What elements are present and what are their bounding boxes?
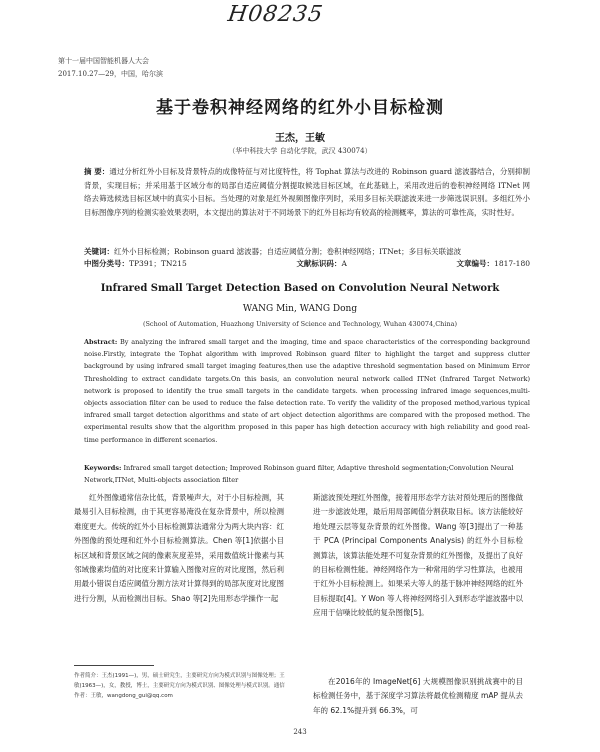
classification-row — [84, 258, 530, 270]
keywords-text-chinese: 红外小目标检测；Robinson guard 滤波器；自适应阈值分割；卷积神经网络；ITNet；多目标关联滤波 — [114, 247, 462, 256]
art-label: 文章编号： — [456, 259, 495, 268]
authors-chinese: 王杰，王敏 — [275, 133, 325, 144]
body-paragraph: 斯滤波预处理红外图像，接着用形态学方法对预处理后的图像做进一步滤波处理，最后用局部阈值分割获取目标。该方法能较好地处理云层等复杂背景的红外图像。Wang 等[3]提出了一种基于 PCA (Principal Components Analysis) 的红外小目标检测算法，该算法能处理不可复杂背景的红外图像，及提出了良好的目标检测性能。神经网络作为一种常用的学习性算法，也被用于红外小目标检测上。如果采大等人的基于脉冲神经网络的红外目标提取[4]。Y Won 等人将神经网络引入到形态学滤波器中以应用于信噪比较低的复杂图像[5]。 — [313, 493, 523, 618]
authors-english: WANG Min, WANG Dong — [242, 304, 358, 314]
paper-title-english: Infrared Small Target Detection Based on Convolution Neural Network — [100, 283, 500, 294]
document-code — [296, 258, 346, 270]
art-value: 1817-180 — [494, 259, 530, 268]
abstract-label-chinese: 摘 要： — [84, 167, 110, 176]
keywords-label-english: Keywords: — [84, 464, 122, 472]
abstract-label-english: Abstract: — [84, 338, 118, 346]
body-column-left — [74, 491, 284, 606]
clc-value: TP391；TN215 — [129, 259, 187, 268]
keywords-chinese — [84, 246, 530, 258]
conference-name: 第十一届中国智能机器人大会 — [58, 57, 149, 65]
body-column-right-paragraph-2 — [313, 675, 523, 718]
handwritten-annotation: H08235 — [226, 2, 325, 27]
doc-label: 文献标识码： — [296, 259, 342, 268]
footnote-divider — [74, 665, 154, 666]
conference-date-place: 2017.10.27—29，中国，哈尔滨 — [58, 70, 163, 78]
conference-info — [58, 55, 163, 81]
doc-value: A — [341, 259, 347, 268]
body-paragraph: 在2016年的 ImageNet[6] 大规模图像识别挑战赛中的目标检测任务中，基于深度学习算法将最优检测精度 mAP 提从去年的 62.1%提升到 66.3%，可 — [313, 677, 523, 715]
affiliation-chinese: （华中科技大学 自动化学院，武汉 430074） — [228, 147, 372, 155]
clc-label: 中图分类号： — [84, 259, 129, 268]
keywords-text-english: Infrared small target detection; Improved Robinson guard filter, Adaptive threshold segmentation;Convolution Neural Network,ITNet, Multi-objects association filter — [84, 464, 514, 485]
keywords-label-chinese: 关键词： — [84, 247, 114, 256]
abstract-english — [84, 336, 530, 446]
abstract-chinese — [84, 165, 530, 219]
abstract-text-chinese: 通过分析红外小目标及背景特点的成像特征与对比度特性，将 Tophat 算法与改进的 Robinson guard 滤波器结合，分别抑制背景，实现目标；并采用基于区域分布的局部自适应阈值分割提取候选目标区域，在此基础上，采用改进后的卷积神经网络 ITNet 网络去筛选候选目标区域中的真实小目标。当处理的对象是红外视频图像序列时，采用多目标关联滤波来进一步筛选误识别。多组红外小目标图像序列的检测实验效果表明，本文提出的算法对于不同场景下的红外目标均有较高的检测概率，算法的可靠性高，实时性好。 — [84, 167, 530, 217]
body-column-right — [313, 491, 523, 621]
article-number — [457, 258, 530, 270]
clc-number — [84, 258, 187, 270]
affiliation-english: (School of Automation, Huazhong University of Science and Technology, Wuhan 430074,China) — [142, 320, 458, 328]
footnote-author-info: 作者简介：王杰(1991—)，男，硕士研究生，主要研究方向为模式识别与图像处理；王敏(1963—)，女，教授，博士，主要研究方向为模式识别、图像处理与模式识别。通信作者：王敏，wangdong_gui@qq.com — [74, 673, 285, 699]
body-paragraph: 红外图像通常信杂比低，背景噪声大，对于小目标检测，其最易引入目标检测，由于其更容易淹没在复杂背景中，所以检测难度更大。传统的红外小目标检测算法通常分为两大块内容：红外图像的预处理和红外小目标检测算法。Chen 等[1]依据小目标区域和背景区域之间的像素灰度差异，采用数值统计像素与其邻域像素均值的对比度来计算输入图像对应的对比度图，然后利用最小错误自适应阈值分割方法对计算得到的局部灰度对比度图进行分割，从而检测出目标。Shao 等[2]先用形态学操作一起 — [74, 493, 284, 603]
page-number: 243 — [293, 728, 307, 736]
abstract-text-english: By analyzing the infrared small target and the imaging, time and space characteristics of the corresponding background noise.Firstly, integrate the Tophat algorithm with improved Robinson guard filter to highlight the target and suppress clutter background by using infrared small target imaging features,then use the adaptive threshold segmentation based on Minimum Error Thresholding to extract candidate targets.On this basis, an convolution neural network called ITNet (Infrared Target Network) network is proposed to identify the true small targets in the candidate targets. when processing infrared image sequences,multi-objects association filter can be used to reduce the false detection rate. To verify the validity of the proposed method,various typical infrared small target detection algorithms and state of art object detection algorithms are compared with the proposed method. The experimental results show that the algorithm proposed in this paper has high detection accuracy with high reliability and good real-time performance in different scenarios. — [84, 338, 530, 444]
keywords-english — [84, 462, 530, 486]
paper-title-chinese: 基于卷积神经网络的红外小目标检测 — [156, 98, 444, 118]
